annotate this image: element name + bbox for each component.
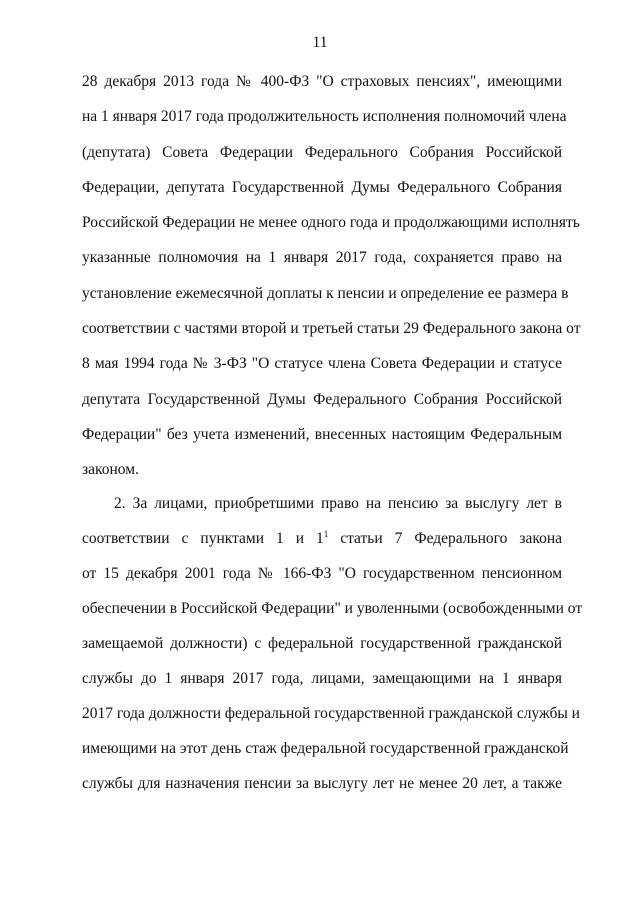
text-line: 8 мая 1994 года № 3-ФЗ "О статусе члена Совета Федерации и статусе	[82, 355, 562, 372]
text-line: депутата Государственной Думы Федерального Собрания Российской	[82, 391, 562, 408]
text-line: на 1 января 2017 года продолжительность исполнения полномочий члена	[82, 108, 567, 125]
text-line: замещаемой должности) с федеральной государственной гражданской	[82, 635, 562, 652]
text-segment: соответствии с пунктами 1 и 1	[82, 530, 324, 547]
text-line: имеющими на этот день стаж федеральной государственной гражданской	[82, 740, 569, 757]
text-line: от 15 декабря 2001 года № 166-ФЗ "О государственном пенсионном	[82, 565, 562, 582]
text-line	[82, 529, 562, 549]
text-line: (депутата) Совета Федерации Федерального Собрания Российской	[82, 144, 562, 161]
text-line: Федерации, депутата Государственной Думы Федерального Собрания	[82, 179, 562, 196]
text-line: службы до 1 января 2017 года, лицами, замещающими на 1 января	[82, 670, 562, 687]
text-line: службы для назначения пенсии за выслугу лет не менее 20 лет, а также	[82, 775, 562, 792]
text-line: установление ежемесячной доплаты к пенсии и определение ее размера в	[82, 285, 569, 302]
paragraph-first-line: 2. За лицами, приобретшими право на пенсию за выслугу лет в	[114, 495, 562, 512]
text-line: Российской Федерации не менее одного года и продолжающими исполнять	[82, 214, 580, 231]
superscript: 1	[323, 529, 329, 539]
text-line: обеспечении в Российской Федерации" и уволенными (освобожденными от	[82, 600, 583, 617]
text-line: соответствии с частями второй и третьей статьи 29 Федерального закона от	[82, 320, 581, 337]
text-segment: статьи 7 Федерального закона	[328, 530, 562, 547]
text-line: Федерации" без учета изменений, внесенных настоящим Федеральным	[82, 426, 562, 443]
page-number: 11	[312, 34, 328, 51]
text-line: указанные полномочия на 1 января 2017 года, сохраняется право на	[82, 249, 562, 266]
text-line: 28 декабря 2013 года № 400-ФЗ "О страховых пенсиях", имеющими	[82, 73, 562, 90]
text-line: 2017 года должности федеральной государственной гражданской службы и	[82, 705, 580, 722]
text-line: законом.	[82, 461, 139, 478]
